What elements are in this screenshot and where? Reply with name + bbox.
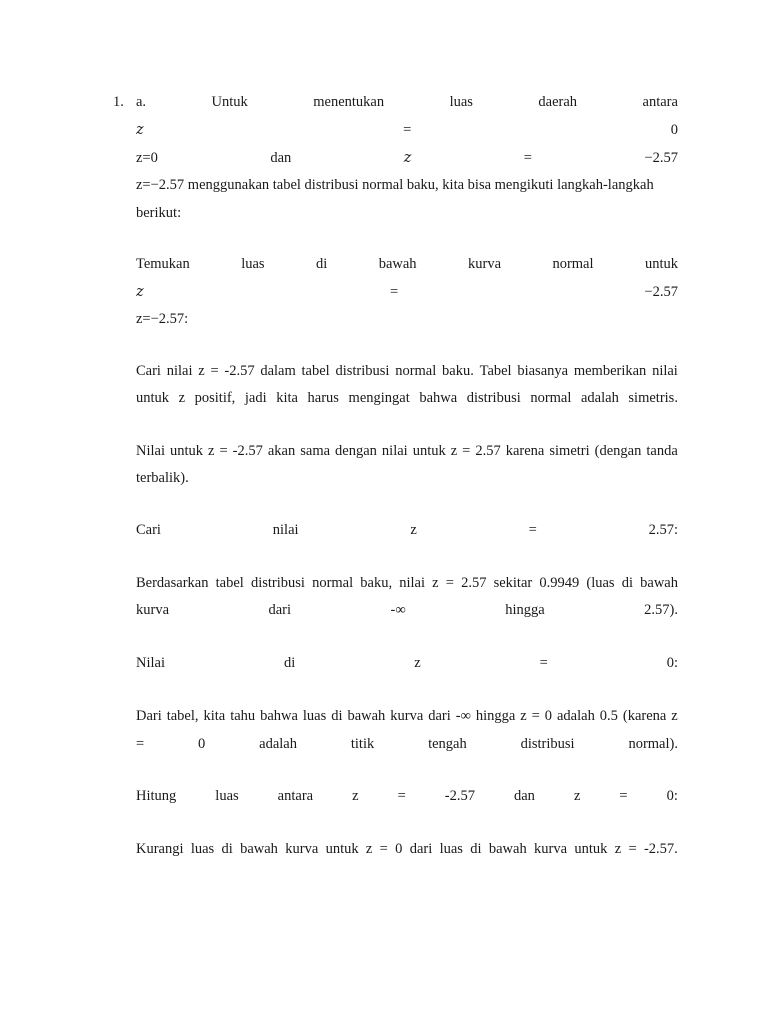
word: z xyxy=(414,655,421,671)
word: z xyxy=(614,841,622,857)
word: nilai xyxy=(399,575,426,591)
word: 0 xyxy=(544,708,553,724)
word: menentukan xyxy=(313,94,385,110)
word: baku, xyxy=(360,575,393,591)
word: z xyxy=(136,122,144,138)
word: tahu xyxy=(230,708,256,724)
word: bawah xyxy=(240,841,278,857)
word: tabel xyxy=(301,363,330,379)
text-line-13 xyxy=(136,520,678,540)
word: Untuk xyxy=(211,94,248,110)
word: dari xyxy=(268,602,292,618)
word: a. xyxy=(136,94,147,110)
word: untuk xyxy=(136,390,170,406)
text-line-20 xyxy=(136,839,678,859)
word: dan xyxy=(270,150,292,166)
word: untuk xyxy=(574,841,608,857)
word: -2.57 xyxy=(232,443,263,459)
word: luas xyxy=(215,788,239,804)
word: antara xyxy=(642,94,678,110)
word: 0: xyxy=(666,655,678,671)
word: harus xyxy=(307,390,339,406)
word: (karena xyxy=(622,708,667,724)
word: nilai xyxy=(381,443,408,459)
text-line-19 xyxy=(136,786,678,806)
word: z xyxy=(520,708,527,724)
word: 0: xyxy=(666,788,678,804)
word: Nilai xyxy=(136,655,165,671)
word: Kurangi xyxy=(136,841,184,857)
word: positif, xyxy=(194,390,236,406)
list-number: 1. xyxy=(113,94,124,110)
word: tanda xyxy=(646,443,678,459)
word: = xyxy=(528,522,537,538)
word: bawah xyxy=(378,256,417,272)
word: tengah xyxy=(428,736,467,752)
word: luas xyxy=(302,708,327,724)
word: baku. xyxy=(442,363,474,379)
word: 2.57 xyxy=(461,575,487,591)
word: (dengan xyxy=(594,443,642,459)
word: = xyxy=(462,443,471,459)
word: bawah xyxy=(488,841,527,857)
word: di xyxy=(283,655,296,671)
word: distribusi xyxy=(250,575,305,591)
word: = xyxy=(619,788,628,804)
word: z xyxy=(136,284,144,300)
word: di xyxy=(331,708,343,724)
text-line-3 xyxy=(136,148,678,168)
word: jadi xyxy=(244,390,267,406)
word: -∞ xyxy=(455,708,471,724)
word: -2.57 xyxy=(224,363,255,379)
word: = xyxy=(523,150,532,166)
word: z xyxy=(573,788,581,804)
word: dengan xyxy=(335,443,377,459)
text-line-16 xyxy=(136,653,678,673)
word: untuk xyxy=(412,443,446,459)
word: z xyxy=(178,390,186,406)
text-line-8: z=−2.57: xyxy=(136,311,189,327)
word: Hitung xyxy=(136,788,177,804)
word: = xyxy=(136,736,145,752)
word: hingga xyxy=(475,708,516,724)
word: z=0 xyxy=(136,150,158,166)
word: = xyxy=(531,708,540,724)
word: luas xyxy=(439,841,463,857)
word: kurva xyxy=(136,602,170,618)
word: 0 xyxy=(198,736,206,752)
word: normal xyxy=(552,256,594,272)
word: bahwa xyxy=(419,390,458,406)
text-line-18 xyxy=(136,734,678,754)
word: bahwa xyxy=(260,708,298,724)
word: luas xyxy=(241,256,265,272)
word: dalam xyxy=(260,363,296,379)
text-line-7 xyxy=(136,282,678,302)
word: adalah xyxy=(557,708,595,724)
word: = xyxy=(219,443,228,459)
word: titik xyxy=(350,736,375,752)
word: = xyxy=(445,575,454,591)
word: bawah xyxy=(347,708,386,724)
word: -2.57 xyxy=(444,788,475,804)
word: memberikan xyxy=(573,363,647,379)
word: z xyxy=(410,522,417,538)
word: biasanya xyxy=(517,363,569,379)
word: di xyxy=(621,575,633,591)
word: distribusi xyxy=(335,363,390,379)
text-line-2 xyxy=(136,120,678,140)
text-line-12: terbalik). xyxy=(136,470,189,486)
text-line-9 xyxy=(136,361,678,381)
text-line-14 xyxy=(136,573,678,593)
word: = xyxy=(397,788,406,804)
word: Tabel xyxy=(479,363,512,379)
word: normal xyxy=(395,363,437,379)
text-line-10 xyxy=(136,388,678,408)
word: Temukan xyxy=(136,256,190,272)
word: z xyxy=(352,788,359,804)
word: distribusi xyxy=(520,736,575,752)
word: mengingat xyxy=(348,390,410,406)
word: di xyxy=(470,841,482,857)
word: normal). xyxy=(628,736,678,752)
word: 2.57 xyxy=(475,443,501,459)
word: sekitar xyxy=(493,575,533,591)
word: z xyxy=(671,708,678,724)
word: z xyxy=(198,363,205,379)
word: luas xyxy=(190,841,215,857)
word: simetris. xyxy=(628,390,678,406)
word: tabel, xyxy=(166,708,199,724)
word: daerah xyxy=(538,94,578,110)
word: untuk xyxy=(325,841,359,857)
word: luas xyxy=(449,94,473,110)
word: kurva xyxy=(534,841,568,857)
text-line-6 xyxy=(136,254,678,274)
word: = xyxy=(539,655,548,671)
word: Cari xyxy=(136,522,161,538)
word: (luas xyxy=(586,575,615,591)
word: untuk xyxy=(170,443,204,459)
word: z xyxy=(450,443,458,459)
word: -2.57. xyxy=(643,841,678,857)
text-line-11 xyxy=(136,441,678,461)
word: normal xyxy=(312,575,354,591)
word: −2.57 xyxy=(644,150,678,166)
word: z xyxy=(403,150,412,166)
word: = xyxy=(628,841,637,857)
word: −2.57 xyxy=(644,284,678,300)
word: tabel xyxy=(215,575,244,591)
word: kurva xyxy=(467,256,501,272)
word: z xyxy=(432,575,439,591)
word: -∞ xyxy=(390,602,406,618)
word: dari xyxy=(428,708,451,724)
word: normal xyxy=(530,390,572,406)
text-line-5: berikut: xyxy=(136,205,182,221)
word: 0.5 xyxy=(599,708,618,724)
word: kurva xyxy=(390,708,424,724)
word: 0.9949 xyxy=(539,575,580,591)
word: kurva xyxy=(285,841,319,857)
word: di xyxy=(221,841,233,857)
text-line-4: z=−2.57 menggunakan tabel distribusi normal baku, kita bisa mengikuti langkah-langkah xyxy=(136,177,654,193)
word: di xyxy=(315,256,328,272)
word: kita xyxy=(203,708,226,724)
word: adalah xyxy=(259,736,297,752)
word: Nilai xyxy=(136,443,165,459)
word: sama xyxy=(300,443,331,459)
word: = xyxy=(379,841,388,857)
word: = xyxy=(403,122,412,138)
word: 2.57). xyxy=(644,602,678,618)
word: adalah xyxy=(580,390,619,406)
word: 2.57: xyxy=(648,522,678,538)
text-line-17 xyxy=(136,706,678,726)
word: nilai xyxy=(272,522,299,538)
word: dan xyxy=(514,788,535,804)
word: 0 xyxy=(395,841,403,857)
word: bawah xyxy=(640,575,678,591)
word: = xyxy=(210,363,219,379)
word: dari xyxy=(409,841,433,857)
word: akan xyxy=(267,443,296,459)
text-line-1 xyxy=(136,92,678,112)
word: nilai xyxy=(652,363,678,379)
word: 0 xyxy=(670,122,678,138)
word: nilai xyxy=(166,363,193,379)
word: Cari xyxy=(136,363,161,379)
word: Berdasarkan xyxy=(136,575,209,591)
word: distribusi xyxy=(466,390,521,406)
word: Dari xyxy=(136,708,162,724)
word: hingga xyxy=(505,602,545,618)
word: kita xyxy=(276,390,298,406)
word: z xyxy=(208,443,215,459)
word: karena xyxy=(505,443,545,459)
word: z xyxy=(365,841,373,857)
word: = xyxy=(389,284,399,300)
word: untuk xyxy=(644,256,678,272)
word: antara xyxy=(277,788,314,804)
word: simetri xyxy=(549,443,590,459)
text-line-15 xyxy=(136,600,678,620)
